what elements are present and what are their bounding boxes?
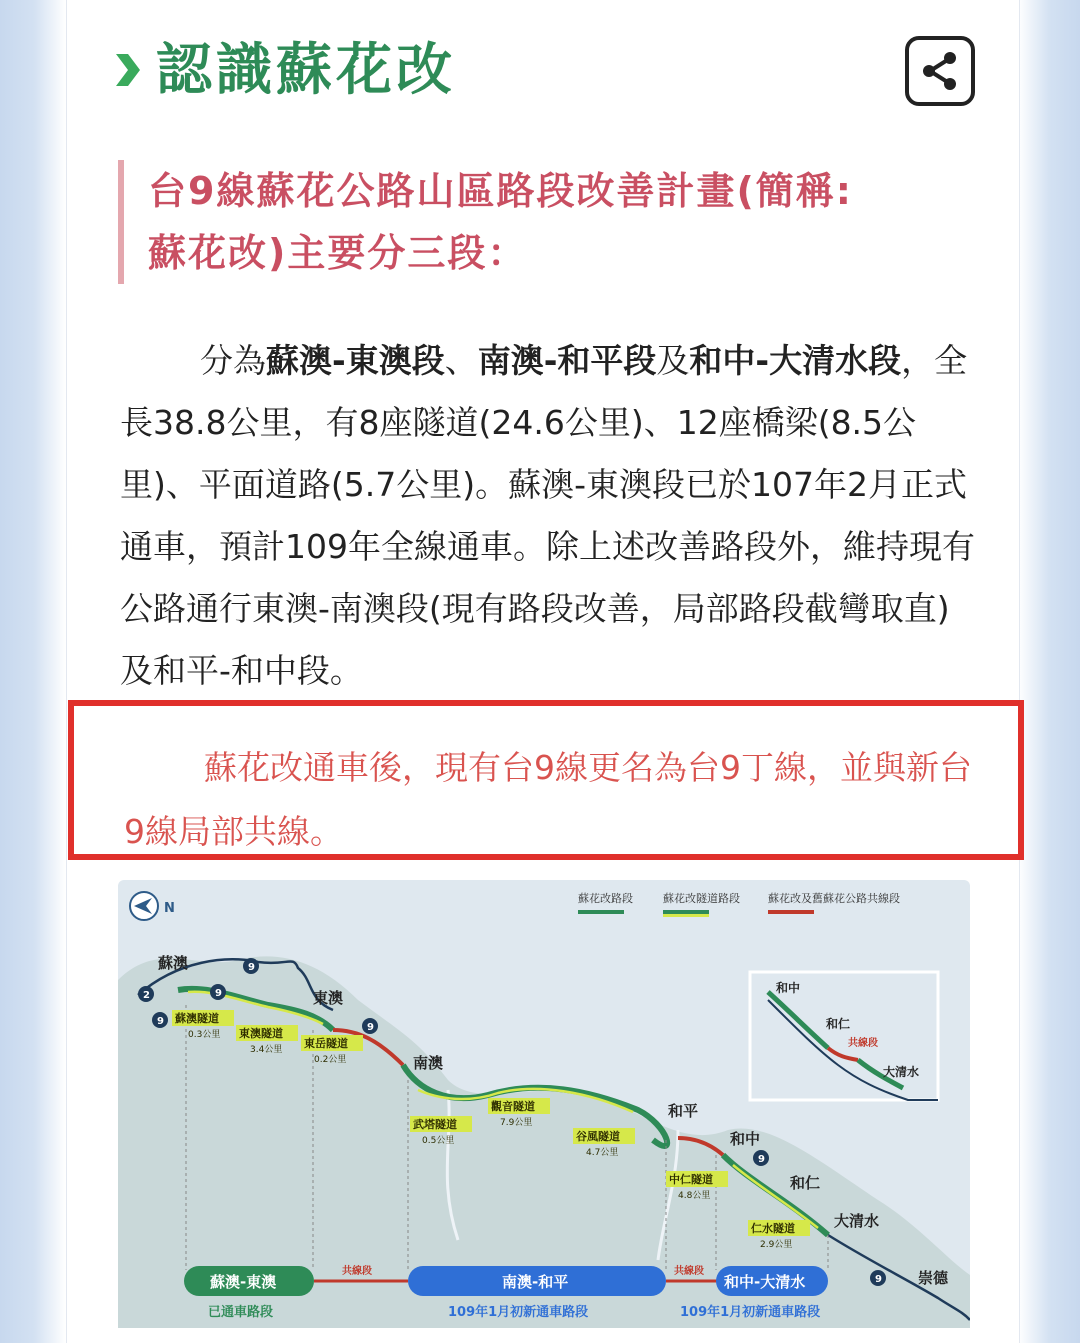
shield-3: 9 bbox=[157, 1016, 164, 1027]
body-text-segment: 分為 bbox=[200, 341, 266, 380]
tunnel-len-dongao: 3.4公里 bbox=[250, 1045, 283, 1055]
town-nanao: 南澳 bbox=[413, 1054, 444, 1072]
legend-label-green: 蘇花改路段 bbox=[578, 892, 633, 905]
tunnel-name-dongao: 東澳隧道 bbox=[239, 1027, 283, 1040]
body-bold-heqing: 和中-大清水段 bbox=[689, 341, 902, 380]
bar-seg1: 蘇澳-東澳 bbox=[210, 1273, 277, 1291]
shield-2: 2 bbox=[143, 990, 150, 1001]
tunnel-len-zhongren: 4.8公里 bbox=[678, 1191, 711, 1201]
section-heading-line2: 蘇花改)主要分三段： bbox=[148, 231, 528, 275]
town-hezhong: 和中 bbox=[730, 1130, 761, 1148]
notice-text: 蘇花改通車後，現有台9線更名為台9丁線，並與新台9線局部共線。 bbox=[124, 748, 972, 851]
tunnel-name-dongyue: 東岳隧道 bbox=[304, 1037, 348, 1050]
body-bold-nanhe: 南澳-和平段 bbox=[477, 341, 657, 380]
tunnel-len-suao: 0.3公里 bbox=[188, 1030, 221, 1040]
tunnel-name-wuta: 武塔隧道 bbox=[413, 1118, 457, 1131]
inset-hezhong: 和中 bbox=[776, 981, 801, 995]
bar-seg1-sub: 已通車路段 bbox=[208, 1305, 274, 1320]
chevron-right-icon bbox=[114, 50, 144, 90]
body-text-segment: ，全長38.8公里，有8座隧道(24.6公里)、12座橋梁(8.5公里)、平面道路(5.7公里)。蘇澳-東澳段已於107年2月正式通車，預計109年全線通車。除上述改善路段外，維持現有公路通行東澳-南澳段(現有路段改善，局部路段截彎取直)及和平-和中段。 bbox=[120, 341, 975, 690]
inset-map bbox=[750, 972, 938, 1100]
tunnel-len-renshui: 2.9公里 bbox=[760, 1240, 793, 1250]
inset-daqingshui: 大清水 bbox=[883, 1065, 920, 1079]
tunnel-len-dongyue: 0.2公里 bbox=[314, 1055, 347, 1065]
bar-shared1: 共線段 bbox=[342, 1266, 372, 1277]
route-map-svg bbox=[118, 880, 970, 1328]
tunnel-name-gufeng: 谷風隧道 bbox=[576, 1130, 620, 1143]
town-daqingshui: 大清水 bbox=[834, 1212, 880, 1230]
bar-seg3: 和中-大清水 bbox=[724, 1273, 806, 1291]
town-heping: 和平 bbox=[668, 1102, 699, 1120]
shield-5: 9 bbox=[758, 1154, 765, 1165]
town-chongde: 崇德 bbox=[918, 1269, 949, 1287]
page-title: 認識蘇花改 bbox=[156, 38, 456, 103]
route-map bbox=[118, 880, 970, 1328]
section-heading bbox=[118, 160, 1008, 284]
bar-seg3-sub: 109年1月初新通車路段 bbox=[680, 1305, 821, 1320]
town-dongao: 東澳 bbox=[313, 989, 344, 1007]
legend-label-shared: 蘇花改及舊蘇花公路共線段 bbox=[768, 892, 900, 905]
body-paragraph bbox=[120, 330, 980, 702]
share-button[interactable] bbox=[905, 36, 975, 106]
body-text-segment: 、 bbox=[444, 341, 478, 380]
tunnel-name-zhongren: 中仁隧道 bbox=[669, 1173, 713, 1186]
body-text-segment: 及 bbox=[656, 341, 690, 380]
tunnel-len-wuta: 0.5公里 bbox=[422, 1136, 455, 1146]
shield-6: 9 bbox=[875, 1274, 882, 1285]
shield-1: 9 bbox=[248, 962, 255, 973]
tunnel-name-guanyin: 觀音隧道 bbox=[491, 1100, 535, 1113]
bar-shared2: 共線段 bbox=[674, 1266, 704, 1277]
legend-label-tunnel: 蘇花改隧道路段 bbox=[663, 892, 740, 905]
share-icon bbox=[919, 50, 961, 92]
bar-seg2-sub: 109年1月初新通車路段 bbox=[448, 1305, 589, 1320]
town-heren: 和仁 bbox=[790, 1174, 821, 1192]
bar-seg2: 南澳-和平 bbox=[502, 1273, 569, 1291]
page-header bbox=[110, 30, 980, 120]
north-label: N bbox=[164, 901, 175, 916]
shield-7: 9 bbox=[215, 988, 222, 999]
shield-4: 9 bbox=[367, 1022, 374, 1033]
tunnel-name-suao: 蘇澳隧道 bbox=[175, 1012, 219, 1025]
tunnel-name-renshui: 仁水隧道 bbox=[751, 1222, 795, 1235]
town-suao: 蘇澳 bbox=[158, 954, 189, 972]
notice-box bbox=[68, 700, 1024, 860]
body-bold-sudong: 蘇澳-東澳段 bbox=[266, 341, 445, 380]
tunnel-len-guanyin: 7.9公里 bbox=[500, 1118, 533, 1128]
inset-heren: 和仁 bbox=[826, 1017, 851, 1031]
inset-shared: 共線段 bbox=[848, 1038, 878, 1049]
section-heading-line1: 台9線蘇花公路山區路段改善計畫(簡稱: bbox=[148, 169, 854, 213]
tunnel-len-gufeng: 4.7公里 bbox=[586, 1148, 619, 1158]
